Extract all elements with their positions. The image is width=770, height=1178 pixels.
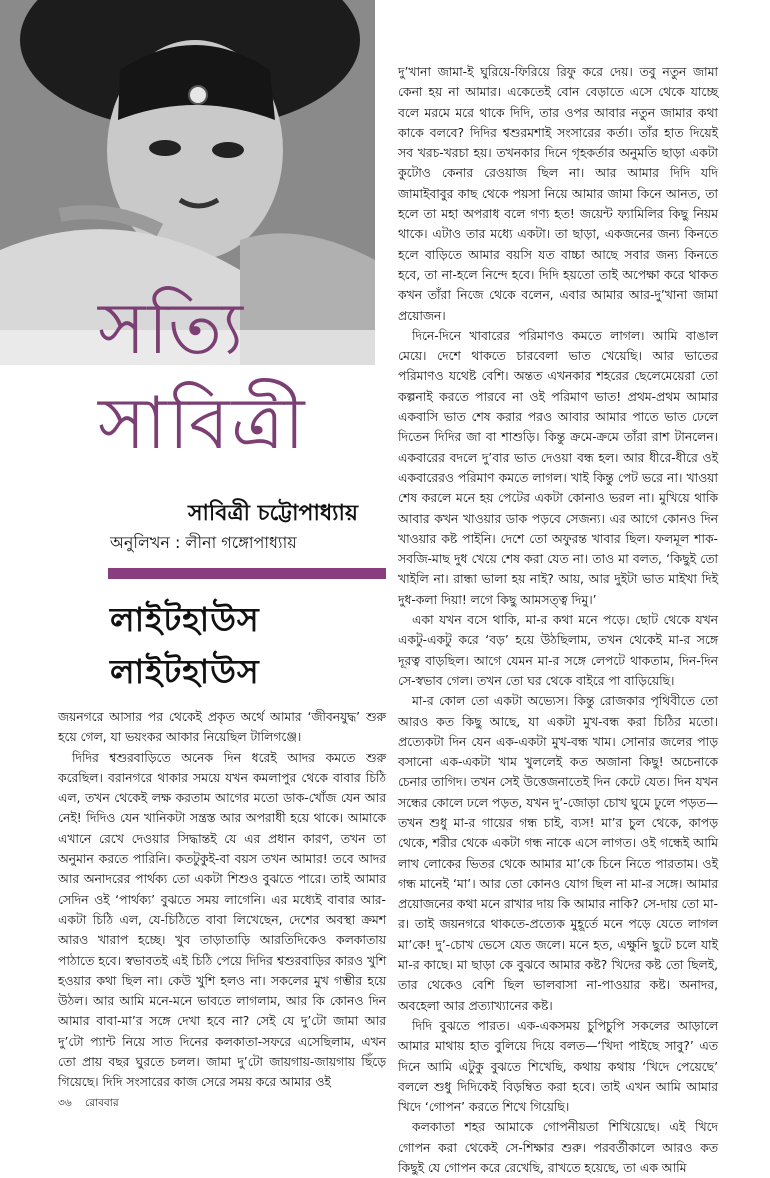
page-footer	[58, 1096, 129, 1113]
body-column-left	[58, 707, 386, 1093]
body-paragraph: দু’খানা জামা-ই ঘুরিয়ে-ফিরিয়ে রিফু করে দেয়। তবু নতুন জামা কেনা হয় না আমার। একেতেই বোন বেড়াতে এসে থেকে যাচ্ছে বলে মরমে মরে থাকে দিদি, তার ওপর আবার নতুন জামার কথা কাকে বলবে? দিদির শ্বশুরমশাই সংসারের কর্তা। তাঁর হাত দিয়েই সব খরচ-খরচা হয়। তখনকার দিনে গৃহকর্তার অনুমতি ছাড়া একটা কুটোও কেনার রেওয়াজ ছিল না। আর আমার দিদি যদি জামাইবাবুর কাছ থেকে পয়সা নিয়ে আমার জামা কিনে আনত, তা হলে তা মহা অপরাধ বলে গণ্য হত! জয়েন্ট ফ্যামিলির কিছু নিয়ম থাকে। এটাও তার মধ্যে একটা। তা ছাড়া, একজনের জন্য কিনতে হলে বাড়িতে আমার বয়সি যত বাচ্চা আছে সবার জন্য কিনতে হবে, তা না-হলে নিন্দে হবে। দিদি হয়তো তাই অপেক্ষা করে থাকত কখন তাঁরা নিজে থেকে বলেন, এবার আমার আর-দু’খানা জামা প্রয়োজন।	[398, 65, 718, 323]
body-paragraph: একা যখন বসে থাকি, মা-র কথা মনে পড়ে। ছোট থেকে যখন একটু-একটু করে ‘বড়’ হয়ে উঠছিলাম, তখন থেকেই মা-র সঙ্গে দূরত্ব বাড়ছিল। আগে যেমন মা-র সঙ্গে লেপটে থাকতাম, দিন-দিন সে-স্বভাব গেল। তখন তো ঘর থেকে বাইরে পা বাড়িয়েছি।	[398, 613, 718, 688]
transcriber-credit: অনুলিখন : লীনা গঙ্গোপাধ্যায়	[110, 533, 297, 552]
article-title-line-1: সত্যি	[98, 286, 246, 370]
divider-bar	[108, 568, 386, 579]
body-column-right	[398, 62, 718, 1178]
body-paragraph: মা-র কোল তো একটা অভ্যেস। কিন্তু রোজকার পৃথিবীতে তো আরও কত কিছু আছে, যা একটা মুখ-বন্ধ করা চিঠির মতো। প্রত্যেকটা দিন যেন এক-একটা মুখ-বন্ধ খাম। সোনার জলের পাড় বসানো এক-একটা খাম খুললেই কত অজানা কিছু! অচেনাকে চেনার তাগিদ। তখন সেই উত্তেজনাতেই দিন কেটে যেত। দিন যখন সন্ধের কোলে ঢলে পড়ত, যখন দু’-জোড়া চোখ ঘুমে ঢুলে পড়ত—তখন শুধু মা-র গায়ের গন্ধ চাই, ব্যস! মা’র চুল থেকে, কাপড় থেকে, শরীর থেকে একটা গন্ধ নাকে এসে লাগত। ওই গন্ধেই আমি লাখ লোকের ভিতর থেকে আমার মা’কে চিনে নিতে পারতাম। ওই গন্ধ মানেই ‘মা’। আর তো কোনও যোগ ছিল না মা-র সঙ্গে। আমার প্রয়োজনের কথা মনে রাখার দায় কি আমার নাকি? সে-দায় তো মা-র। তাই জয়নগরে থাকতে-প্রত্যেক মুহূর্তে মনে পড়ে যেতে লাগল মা’কে! দু’-চোখ ভেসে যেত জলে। মনে হত, এক্ষুনি ছুটে চলে যাই মা-র কাছে। মা ছাড়া কে বুঝবে আমার কষ্ট? খিদের কষ্ট তো ছিলই, তার থেকেও বেশি ছিল ভালবাসা না-পাওয়ার কষ্ট। অনাদর, অবহেলা আর প্রত্যাখ্যানের কষ্ট।	[398, 694, 718, 1013]
author-byline: সাবিত্রী চট্টোপাধ্যায়	[188, 501, 358, 526]
body-paragraph: কলকাতা শহর আমাকে গোপনীয়তা শিখিয়েছে। এই খিদে গোপন করা থেকেই সে-শিক্ষার শুরু। পরবর্তীকালে আরও কত কিছুই যে গোপন করে রেখেছি, রাখতে হয়েছে, তা এক আমি	[398, 1120, 718, 1176]
body-paragraph: দিদি বুঝতে পারত। এক-একসময় চুপিচুপি সকলের আড়ালে আমার মাথায় হাত বুলিয়ে দিয়ে বলত—‘খিদা পাইছে সাবু?’ এত দিনে আমি এটুকু বুঝতে শিখেছি, কথায় কথায় ‘খিদে পেয়েছে’ বললে শুধু দিদিকেই বিড়ম্বিত করা হবে। তাই এখন আমি আমার খিদে ‘গোপন’ করতে শিখে গিয়েছি।	[398, 1018, 718, 1115]
section-heading-line-2: লাইটহাউস	[110, 652, 260, 691]
body-paragraph: দিনে-দিনে খাবারের পরিমাণও কমতে লাগল। আমি বাঙাল মেয়ে। দেশে থাকতে চারবেলা ভাত খেয়েছি। আর ভাতের পরিমাণও যথেষ্ট বেশি। অন্তত এখনকার শহরের ছেলেমেয়েরা তো কল্পনাই করতে পারবে না ওই পরিমাণ ভাত! প্রথম-প্রথম আমার একবাসি ভাত শেষ করার পরও আবার আমার পাতে ভাত ঢেলে দিতেন দিদির জা বা শাশুড়ি। কিন্তু ক্রমে-ক্রমে তাঁরা রাশ টানলেন। একবারের বদলে দু’বার ভাত দেওয়া বন্ধ হল। আর ধীরে-ধীরে ওই একবারেরও পরিমাণ কমতে লাগল। খাই কিন্তু পেট ভরে না। খাওয়া শেষ করলে মনে হয় পেটের একটা কোনাও ভরল না। মুখিয়ে থাকি আবার কখন খাওয়ার ডাক পড়বে সেজন্য। এর আগে কোনও দিন খাওয়ার কষ্ট পাইনি। দেশে তো অফুরন্ত খাবার ছিল। ফলমূল শাক-সবজি-মাছ দুধ খেয়ে শেষ করা যেত না। তাও মা বলত, ‘কিছুই তো খাইলি না। রান্ধা ভালা হয় নাই? আয়, আর দুইটা ভাত মাইখা দিই দুধ-কলা দিয়া! লগে কিছু আমসত্ত্ব দিমু।’	[398, 328, 718, 607]
article-title-line-2: সাবিত্রী	[98, 381, 307, 465]
magazine-name: রোববার	[85, 1097, 119, 1109]
body-paragraph: দিদির শ্বশুরবাড়িতে অনেক দিন ধরেই আদর কমতে শুরু করেছিল। বরানগরে থাকার সময়ে যখন কমলাপুর থেকে বাবার চিঠি এল, তখন থেকেই লক্ষ করতাম আগের মতো ডাক-খোঁজ যেন আর নেই! দিদিও যেন খানিকটা সন্ত্রস্ত আর অপরাধী হয়ে থাকে। আমাকে এখানে রেখে দেওয়ার সিদ্ধান্তই যে এর প্রধান কারণ, তখন তা অনুমান করতে পারিনি। কতটুকুই-বা বয়স তখন আমার! তবে আদর আর অনাদরের পার্থক্য তো একটা শিশুও বুঝতে পারে। তাই আমার সেদিন ওই ‘পার্থক্য’ বুঝতে সময় লাগেনি। এর মধ্যেই বাবার আর-একটা চিঠি এল, যে-চিঠিতে বাবা লিখেছেন, দেশের অবস্থা ক্রমশ আরও খারাপ হচ্ছে। খুব তাড়াতাড়ি আরতিদিকেও কলকাতায় পাঠাতে হবে। স্বভাবতই এই চিঠি পেয়ে দিদির শ্বশুরবাড়ির কারও খুশি হওয়ার কথা ছিল না। কেউ খুশি হলও না। সকলের মুখ গম্ভীর হয়ে উঠল। আর আমি মনে-মনে ভাবতে লাগলাম, আর কি কোনও দিন আমার বাবা-মা’র সঙ্গে দেখা হবে না? সেই যে দু’টো জামা আর দু’টো প্যান্ট নিয়ে সাত দিনের কলকাতা-সফরে এসেছিলাম, এখন তো প্রায় বছর ঘুরতে চলল। জামা দু’টো জায়গায়-জায়গায় ছিঁড়ে গিয়েছে। দিদি সংসারের কাজ সেরে সময় করে আমার ওই	[58, 750, 386, 1090]
body-paragraph: জয়নগরে আসার পর থেকেই প্রকৃত অর্থে আমার ‘জীবনযুদ্ধ’ শুরু হয়ে গেল, যা ভয়ংকর আকার নিয়েছিল টালিগঞ্জে।	[58, 710, 386, 745]
section-heading-line-1: লাইটহাউস	[110, 600, 260, 639]
page-number: ৩৬	[58, 1097, 72, 1109]
